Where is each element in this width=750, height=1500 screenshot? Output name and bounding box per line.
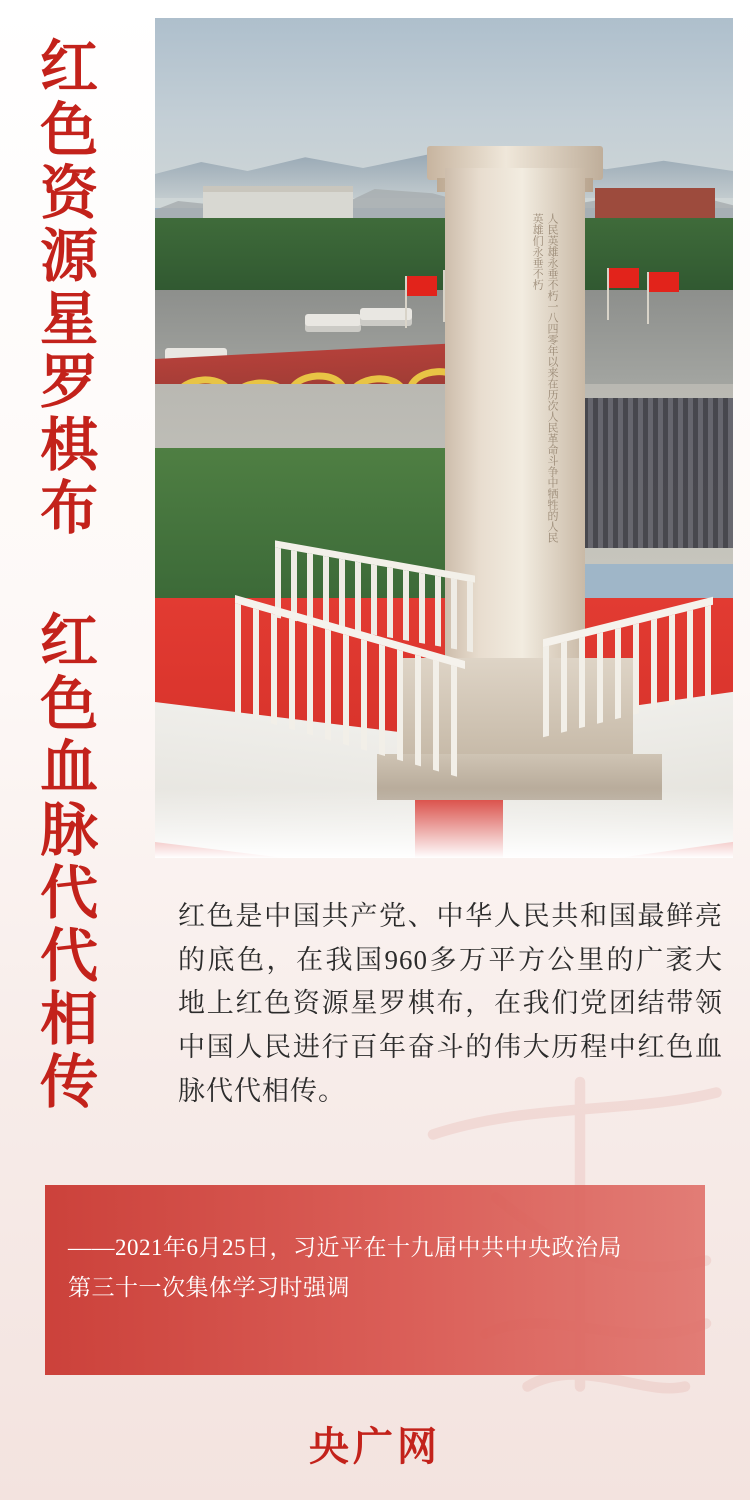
photo-vehicle: [305, 314, 361, 332]
publisher-brand: 央广网: [309, 1424, 441, 1469]
photo-red-flag: [407, 276, 437, 296]
page-title: 红色资源星罗棋布 红色血脉代代相传: [31, 36, 97, 1114]
hero-photo: [155, 18, 733, 858]
source-line-2: 第三十一次集体学习时强调: [68, 1275, 350, 1301]
photo-bottom-fade: [155, 788, 733, 858]
monument-inscription: 人民英雄永垂不朽一八四零年以来在历次人民革命斗争中牺牲的人民英雄们永垂不朽: [531, 213, 558, 543]
photo-red-flag: [609, 268, 639, 288]
footer: [0, 1415, 750, 1472]
body-paragraph: 红色是中国共产党、中华人民共和国最鲜亮的底色，在我国960多万平方公里的广袤大地上红色资源星罗棋布，在我们党团结带领中国人民进行百年奋斗的伟大历程中红色血脉代代相传。: [178, 901, 723, 1106]
source-line-1: ——2021年6月25日，习近平在十九届中共中央政治局: [68, 1235, 622, 1260]
photo-red-flag: [649, 272, 679, 292]
headline-container: [30, 36, 150, 1126]
source-attribution: [68, 1228, 688, 1309]
